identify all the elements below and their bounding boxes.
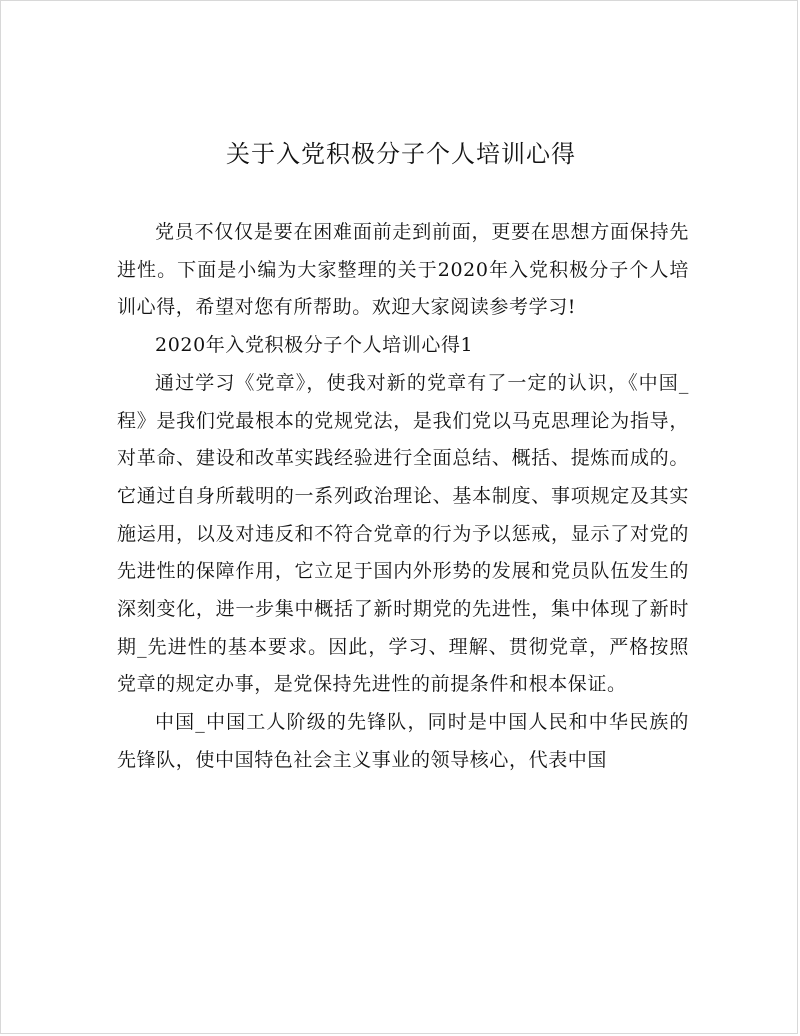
document-body — [117, 214, 689, 780]
section-heading: 2020年入党积极分子个人培训心得1 — [155, 334, 474, 357]
document-title: 关于入党积极分子个人培训心得 — [226, 140, 576, 168]
body-paragraph: 中国_中国工人阶级的先锋队，同时是中国人民和中华民族的先锋队，使中国特色社会主义事业的领导核心，代表中国 — [117, 711, 689, 771]
body-paragraph: 通过学习《党章》，使我对新的党章有了一定的认识，《中国_程》是我们党最根本的党规党法，是我们党以马克思理论为指导，对革命、建设和改革实践经验进行全面总结、概括、提炼而成的。它通过自身所载明的一系列政治理论、基本制度、事项规定及其实施运用，以及对违反和不符合党章的行为予以惩戒，显示了对党的先进性的保障作用，它立足于国内外形势的发展和党员队伍发生的深刻变化，进一步集中概括了新时期党的先进性，集中体现了新时期_先进性的基本要求。因此，学习、理解、贯彻党章，严格按照党章的规定办事，是党保持先进性的前提条件和根本保证。 — [117, 371, 689, 696]
intro-paragraph: 党员不仅仅是要在困难面前走到前面，更要在思想方面保持先进性。下面是小编为大家整理的关于2020年入党积极分子个人培训心得，希望对您有所帮助。欢迎大家阅读参考学习! — [117, 221, 689, 319]
